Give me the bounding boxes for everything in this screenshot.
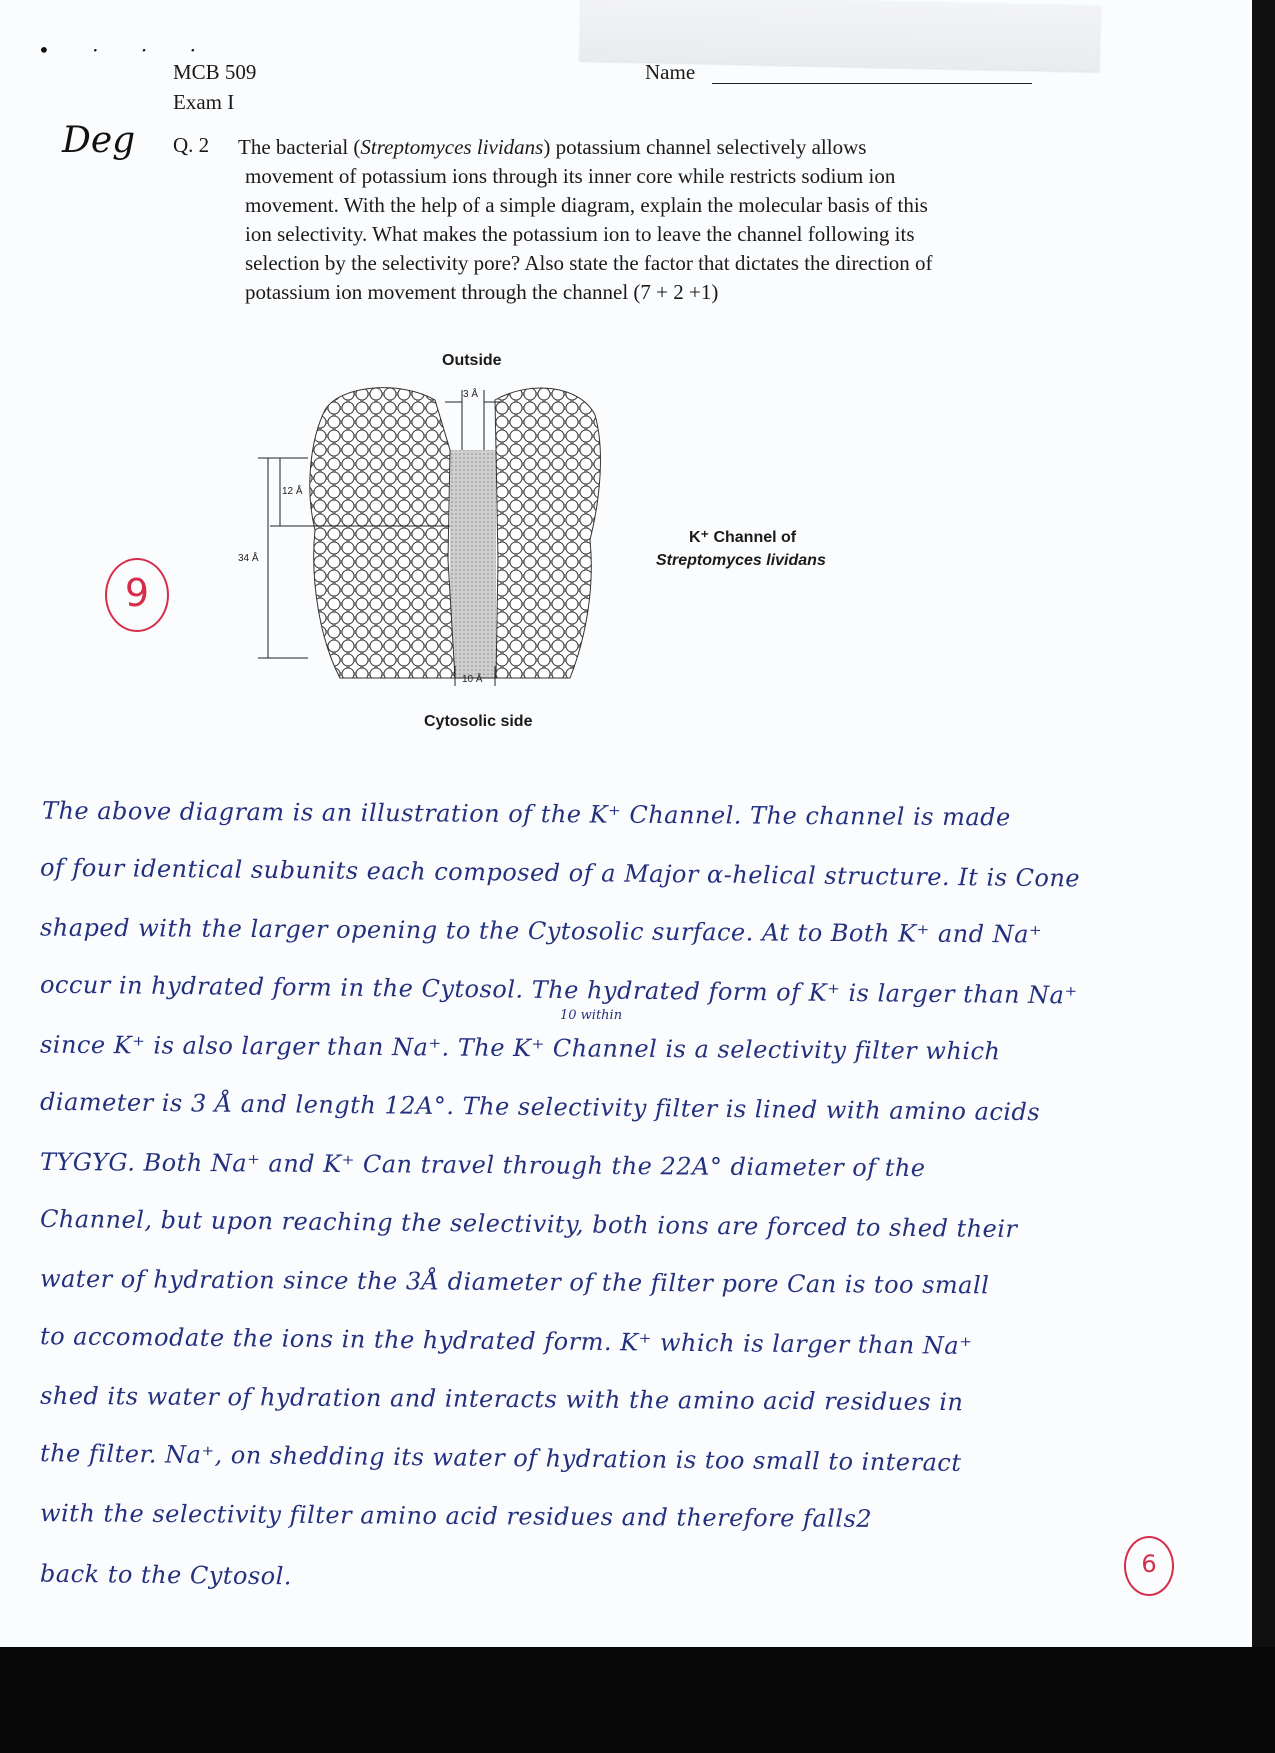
dim-12a: 12 Å (282, 486, 303, 497)
dim-3a: 3 Å (463, 389, 479, 400)
diagram-outside-label: Outside (442, 352, 502, 369)
grade-circle-diagram: 9 (105, 558, 169, 632)
answer-line: to accomodate the ions in the hydrated form. K⁺ which is larger than Na⁺ (39, 1321, 973, 1360)
question-line (238, 249, 1078, 278)
question-line (238, 191, 1078, 220)
answer-line: back to the Cytosol. (39, 1559, 293, 1590)
dim-34a: 34 Å (238, 553, 259, 564)
answer-line: of four identical subunits each composed of a Major α-helical structure. It is Cone (39, 853, 1081, 892)
question-line-text: potassium ion movement through the channel (7 + 2 +1) (245, 280, 719, 304)
dim-10a: 10 Å (462, 674, 483, 685)
answer-line: Channel, but upon reaching the selectivity, both ions are forced to shed their (39, 1204, 1018, 1243)
question-number: Q. 2 (173, 133, 210, 157)
scan-edge-right (1252, 0, 1275, 1647)
grade-circle-answer: 6 (1124, 1536, 1174, 1596)
pore-shading (450, 450, 496, 678)
answer-line: TYGYG. Both Na⁺ and K⁺ Can travel through the 22A° diameter of the (39, 1147, 926, 1183)
answer-line: diameter is 3 Å and length 12A°. The selectivity filter is lined with amino acids (39, 1087, 1041, 1126)
diagram-cytosolic-label: Cytosolic side (424, 713, 533, 730)
question-line-text: selection by the selectivity pore? Also state the factor that dictates the direction of (245, 251, 933, 275)
name-blank-line (712, 83, 1032, 84)
answer-line: since K⁺ is also larger than Na⁺. The K⁺ Channel is a selectivity filter which (39, 1030, 1001, 1066)
answer-insertion: 10 within (560, 1008, 623, 1023)
name-label: Name (645, 60, 696, 84)
question-line-text: movement. With the help of a simple diagram, explain the molecular basis of this (245, 193, 928, 217)
question-line (238, 220, 1078, 249)
answer-line: shaped with the larger opening to the Cytosolic surface. At to Both K⁺ and Na⁺ (39, 913, 1043, 949)
course-code: MCB 509 (173, 60, 257, 84)
question-line-text: ) potassium channel selectively allows (543, 135, 867, 159)
question-line-text: movement of potassium ions through its inner core while restricts sodium ion (245, 164, 896, 188)
k-channel-diagram (238, 380, 650, 690)
question-line (238, 133, 1078, 162)
right-subunit (495, 388, 600, 678)
question-species-name: Streptomyces lividans (360, 135, 544, 159)
exam-title: Exam I (173, 90, 235, 114)
question-text (238, 133, 1078, 307)
margin-note-deg: Deg (62, 120, 136, 161)
answer-line: The above diagram is an illustration of the K⁺ Channel. The channel is made (41, 796, 1011, 832)
answer-line: with the selectivity filter amino acid residues and therefore falls2 (39, 1499, 873, 1533)
answer-line: the filter. Na⁺, on shedding its water of hydration is too small to interact (39, 1438, 962, 1477)
left-subunit (310, 388, 455, 678)
margin-dots: • · · · (38, 38, 214, 62)
scan-edge-bottom (0, 1647, 1275, 1753)
question-line (238, 162, 1078, 191)
diagram-caption-line1: K⁺ Channel of (689, 529, 797, 546)
answer-line: water of hydration since the 3Å diameter of the filter pore Can is too small (39, 1264, 990, 1300)
question-line (238, 278, 1078, 307)
answer-line: shed its water of hydration and interacts with the amino acid residues in (39, 1381, 964, 1417)
diagram-caption-line2: Streptomyces lividans (656, 552, 826, 569)
question-line-text: The bacterial ( (238, 135, 361, 159)
question-line-text: ion selectivity. What makes the potassium ion to leave the channel following its (245, 222, 915, 246)
answer-line: occur in hydrated form in the Cytosol. The hydrated form of K⁺ is larger than Na⁺ (39, 970, 1078, 1009)
